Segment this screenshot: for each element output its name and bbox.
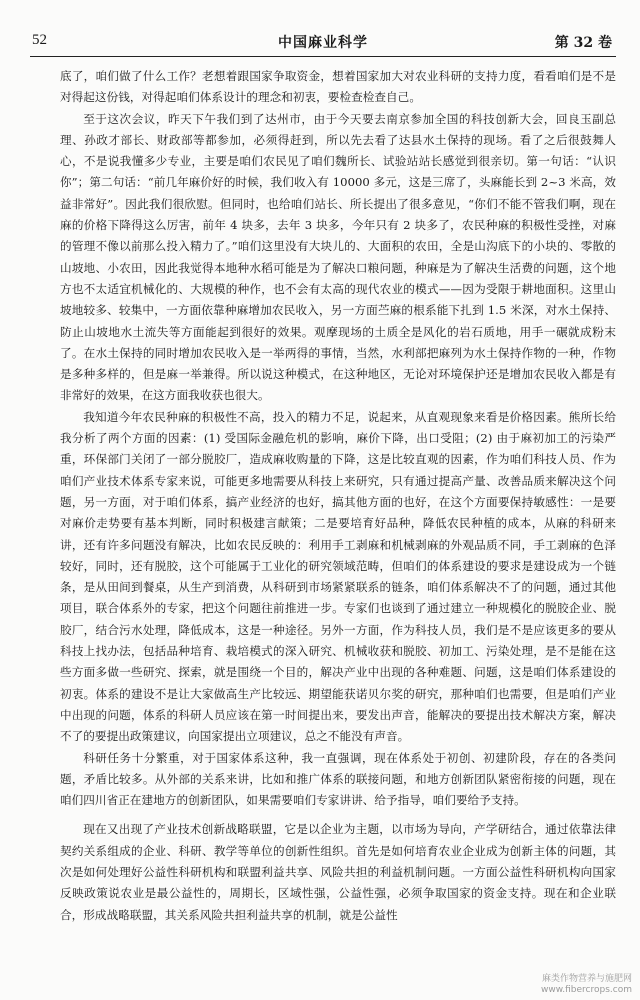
watermark-name: 麻类作物营养与施肥网	[541, 974, 632, 984]
page-number: 52	[32, 32, 47, 48]
paragraph-continued: 底了，咱们做了什么工作？老想着跟国家争取资金，想着国家加大对农业科研的支持力度，看看咱们是不是对得起这份钱，对得起咱们体系设计的理念和初衷，要检查检查自己。	[60, 69, 616, 105]
volume-label: 第 32 卷	[554, 35, 612, 51]
paragraph-alliance: 现在又出现了产业技术创新战略联盟，它是以企业为主题，以市场为导向，产学研结合，通过依靠法律契约关系组成的企业、科研、教学等单位的创新性组织。首先是如何培育农业企业成为创新主体的问题，其次是如何处理好公益性科研机构和联盟利益共享、风险共担的利益机制问题。一方面公益性科研机构向国家反映政策说农业是最公益性的，周期长，区域性强，公益性强，必须争取国家的资金支持。现在和企业联合，形成战略联盟，其关系风险共担利益共享的机制，就是公益性	[60, 822, 616, 922]
header-rule	[30, 56, 616, 57]
paragraph-meeting: 至于这次会议，昨天下午我们到了达州市，由于今天要去南京参加全国的科技创新大会，回良玉副总理、孙政才部长、财政部等都参加，必须得赶到，所以先去看了达县水土保持的现场。看了之后很鼓舞人心，不是说我懂多少专业，主要是咱们农民见了咱们魏所长、试验站站长感觉到很亲切。第一句话：“认识你”；第二句话：“前几年麻价好的时候，我们收入有 10000 多元，这是三席了，头麻能长到 2~3 米高，效益非常好”。因此我们很欣慰。但同时，也给咱们站长、所长提出了很多意见，“你们不能不管我们啊，现在麻的价格下降得这么厉害，前年 4 块多，去年 3 块多，今年只有 2 块多了，农民种麻的积极性受挫，对麻的管理不像以前那么投入精力了。”咱们这里没有大块儿的、大面积的农田，全是山沟底下的小块的、零散的山坡地、小农田，因此我觉得本地种水稻可能是为了解决口粮问题，种麻是为了解决生活费的问题，这个地方也不太适宜机械化的、大规模的种作，也不会有太高的现代农业的模式——因为受限于耕地面积。这里山坡地较多、较集中，一方面依靠种麻增加农民收入，另一方面苎麻的根系能下扎到 1.5 米深，对水土保持、防止山坡地水土流失等方面能起到很好的效果。观摩现场的土质全是风化的岩石质地，用手一碾就成粉末了。在水土保持的同时增加农民收入是一举两得的事情，当然，水利部把麻列为水土保持作物的一种，作物是多种多样的，但是麻一举兼得。所以说这种模式，在这种地区，无论对环境保护还是增加农民收入都是有非常好的效果，在这方面我收获也很大。	[60, 111, 616, 403]
watermark-url: www.fibercrops.com	[541, 985, 632, 995]
paragraph-price-factors: 我知道今年农民种麻的积极性不高，投入的精力不足，说起来，从直观现象来看是价格因素。熊所长给我分析了两个方面的因素：(1) 受国际金融危机的影响，麻价下降，出口受阻；(2) 由于麻初加工的污染严重，环保部门关闭了一部分脱胶厂，造成麻收购量的下降，这是比较直观的因素，作为咱们科技人员、作为咱们产业技术体系专家来说，可能更多地需要从科技上来研究，只有通过提高产量、改善品质来解决这个问题，另一方面，对于咱们体系，搞产业经济的也好，搞其他方面的也好，在这个方面要保持敏感性：一是要对麻价走势要有基本判断，同时积极建言献策；二是要培育好品种，降低农民种植的成本，从麻的科研来讲，还有许多问题没有解决，比如农民反映的：利用手工剥麻和机械剥麻的外观品质不同，手工剥麻的色泽较好，同时，还有脱胶，这个可能属于工业化的研究领域范畴，但咱们的体系建设的要求是建设成为一个链条，是从田间到餐桌，从生产到消费，从科研到市场紧紧联系的链条，咱们体系解决不了的问题，通过其他项目，联合体系外的专家，把这个问题往前推进一步。专家们也谈到了通过建立一种规模化的脱胶企业、脱胶厂，结合污水处理，降低成本，这是一种途径。另外一方面，作为科技人员，我们是不是应该更多的要从科技上找办法，包括品种培育、栽培模式的深入研究、机械收获和脱胶、初加工、污染处理，是不是能在这些方面多做一些研究、探索，就是围绕一个目的，解决产业中出现的各种难题、问题，这是咱们体系建设的初衷。体系的建设不是让大家做高生产比较远、期望能获诺贝尔奖的研究，那种咱们也需要，但是咱们产业中出现的问题，体系的科研人员应该在第一时间提出来，要发出声音，能解决的要提出技术解决方案，解决不了的要提出政策建议，向国家提出立项建议，总之不能没有声音。	[60, 409, 616, 744]
journal-title: 中国麻业科学	[278, 35, 368, 51]
watermark	[500, 974, 632, 996]
page-header	[28, 30, 618, 54]
article-body	[60, 66, 616, 926]
paragraph-research-tasks: 科研任务十分繁重，对于国家体系这种，我一直强调，现在体系处于初创、初建阶段，存在的各类问题，矛盾比较多。从外部的关系来讲，比如和推广体系的联接问题，和地方创新团队紧密衔接的问题，现在咱们四川省正在建地方的创新团队，如果需要咱们专家讲讲、给予指导，咱们要给予支持。	[60, 750, 616, 808]
